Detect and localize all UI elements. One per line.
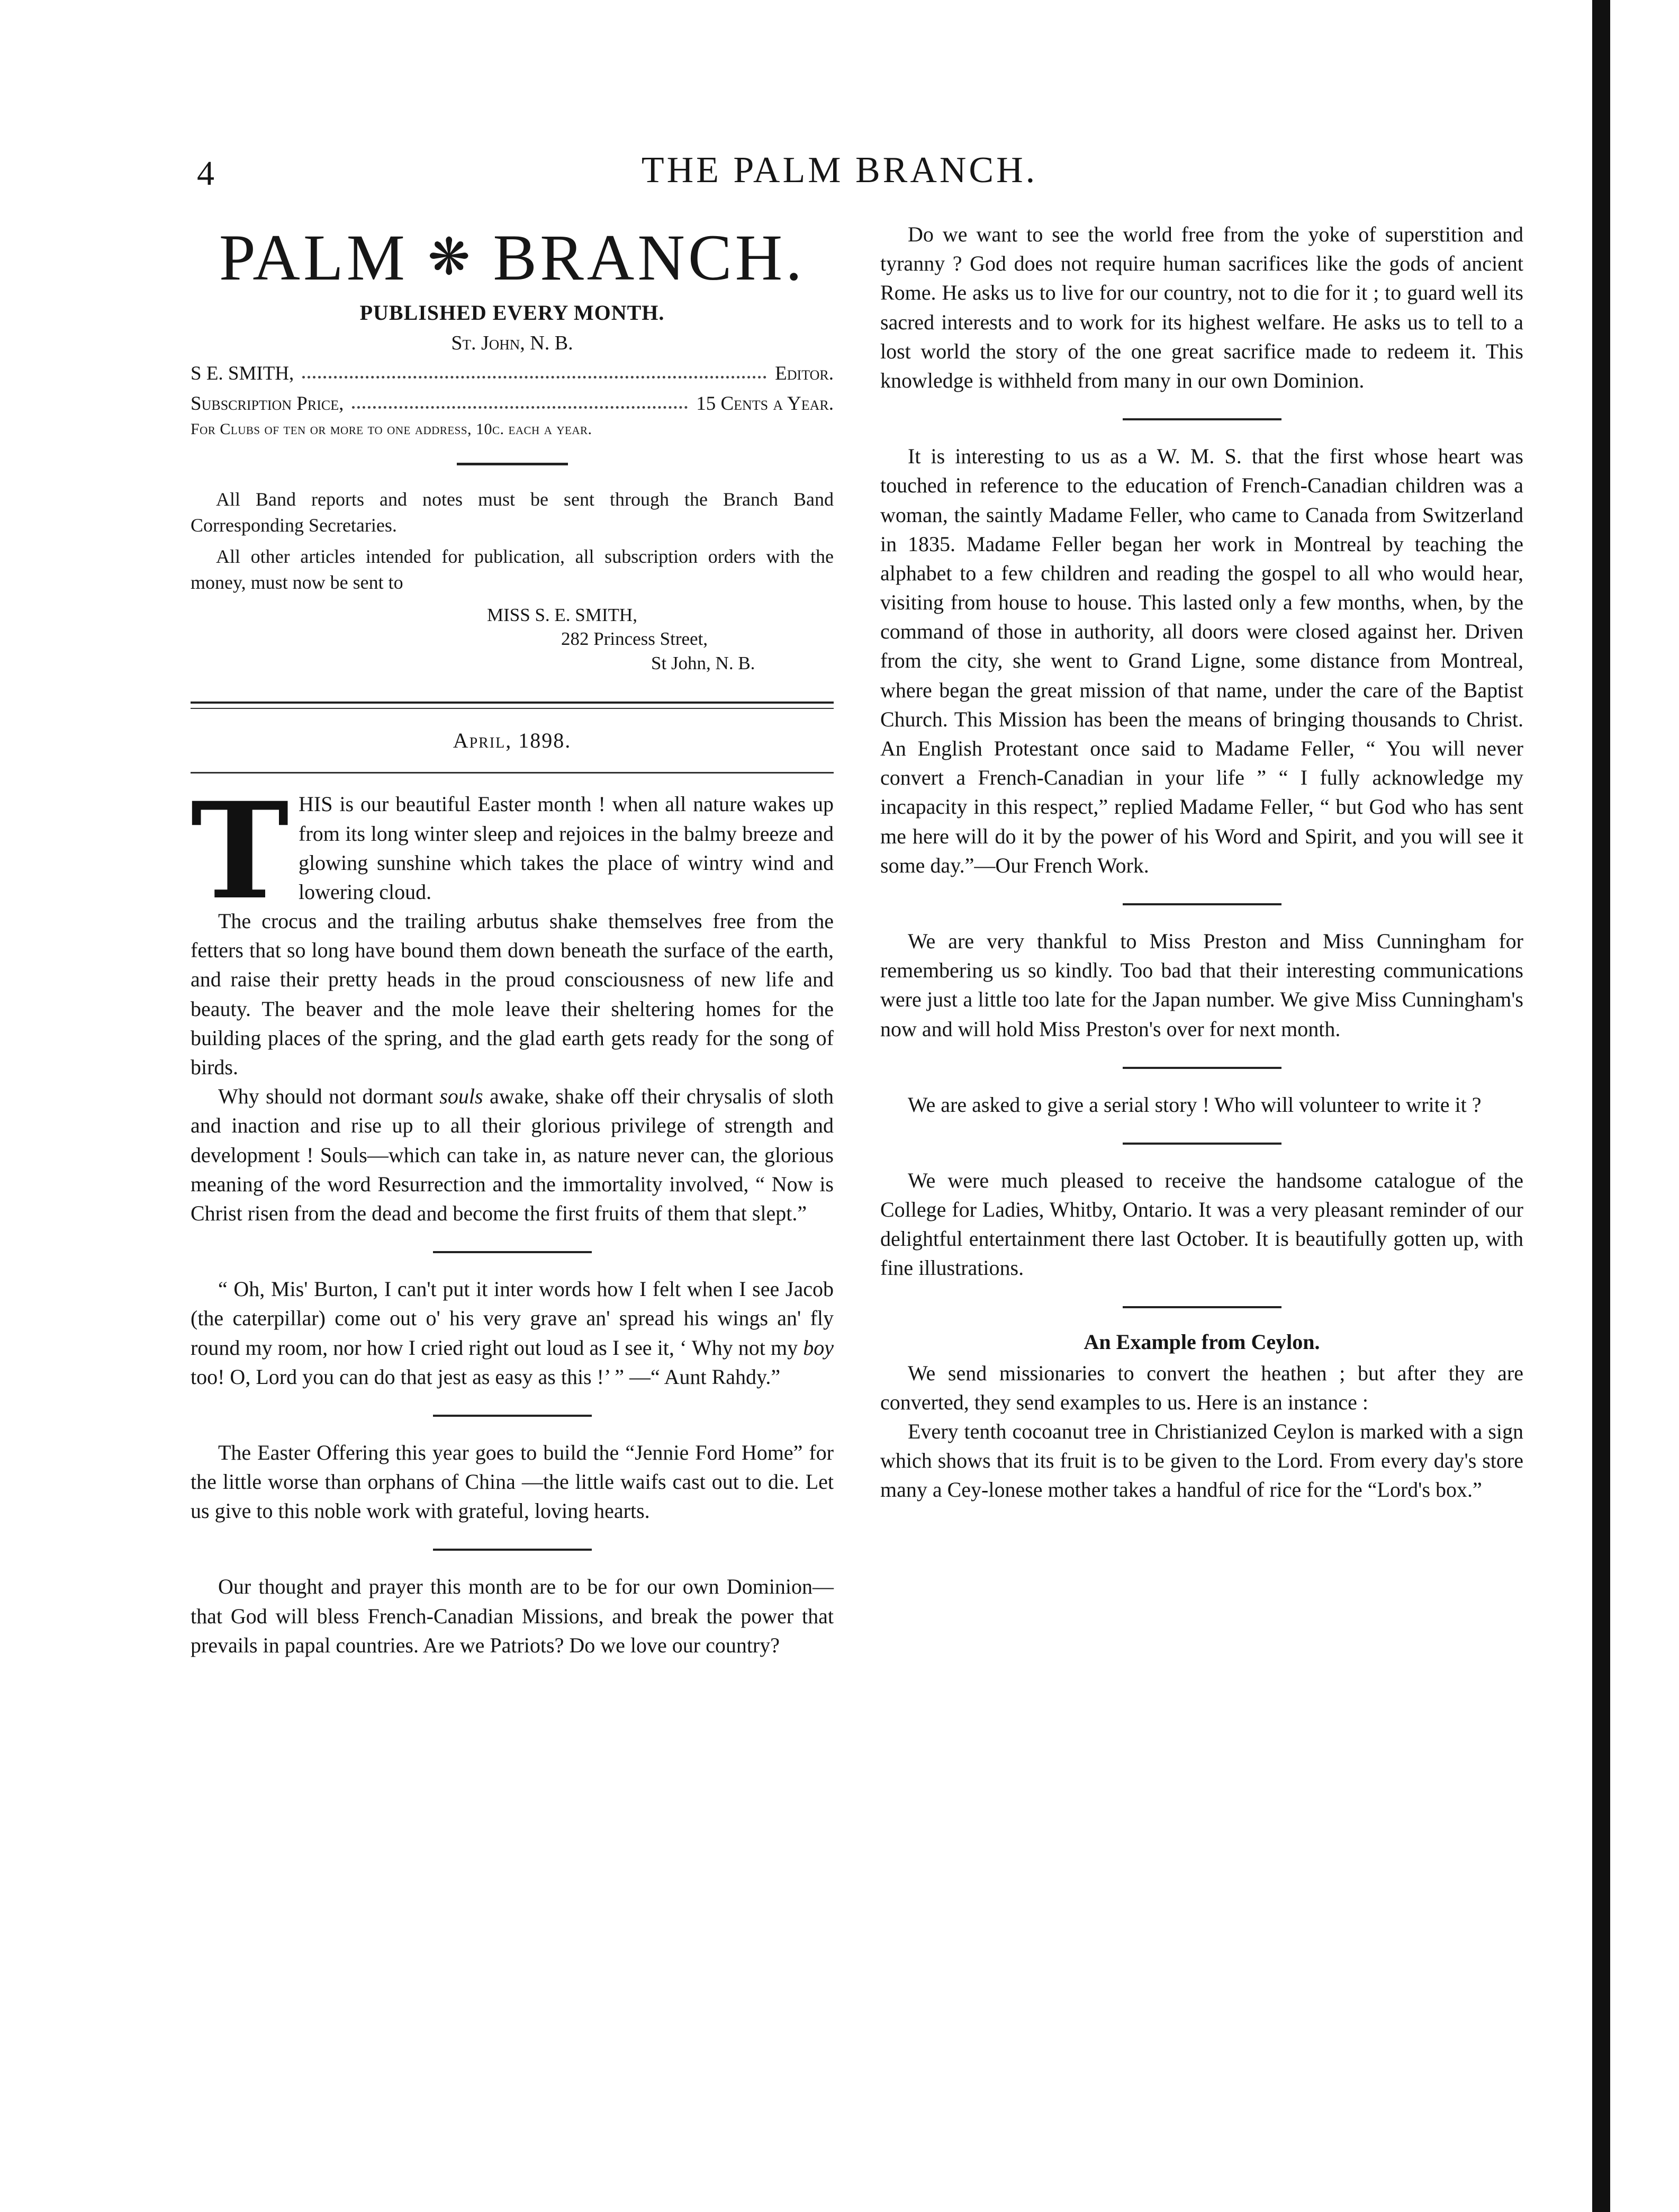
leader-dots: [302, 362, 766, 379]
published-line: PUBLISHED EVERY MONTH.: [359, 301, 665, 325]
notice-band-reports: All Band reports and notes must be sent through the Branch Band Corresponding Secretaries.: [191, 489, 834, 536]
easter-offering: [191, 1438, 834, 1526]
publication-place: St. John, N. B.: [451, 332, 573, 354]
section-divider: [1123, 1143, 1281, 1145]
serial-paragraph: We are asked to give a serial story ! Who will volunteer to write it ?: [908, 1092, 1482, 1117]
address-name: MISS S. E. SMITH,: [487, 604, 637, 625]
madame-feller-article: [880, 442, 1523, 880]
aunt-rahdy-quote: [191, 1274, 834, 1391]
running-title: THE PALM BRANCH.: [641, 150, 1038, 191]
right-column: [880, 220, 1523, 1505]
section-divider: [433, 1251, 592, 1253]
notice-articles: All other articles intended for publication, all subscription orders with the money, must now be sent to: [191, 545, 834, 593]
thanks-note: [880, 927, 1523, 1044]
feller-paragraph: It is interesting to us as a W. M. S. that the first whose heart was touched in reference to the education of French-Canadian children was a woman, the saintly Madame Feller, who came to Canada from Switzerland in 1835. Madame Feller began her work in Montreal by teaching the alphabet to a few children and reading the gospel to all who would hear, visiting from house to house. This lasted only a few months, when, by the command of those in authority, all doors were closed against her. Driven from the city, she went to Grand Ligne, some distance from Montreal, where began the great mission of that name, under the care of the Baptist Church. This Mission has been the means of bringing thousands to Christ. An English Protestant once said to Madame Feller, “ You will never convert a French-Canadian in your life ” “ I fully acknowledge my incapacity in this respect,” replied Madame Feller, “ but God who has sent me here will do it by the power of his Word and Spirit, and you will see it some day.”—Our French Work.: [880, 444, 1523, 877]
subscription-label: Subscription Price,: [191, 393, 344, 415]
catalogue-note: [880, 1166, 1523, 1283]
section-divider: [433, 1549, 592, 1551]
quote-emphasis: boy: [803, 1335, 834, 1360]
prayer-paragraph: Our thought and prayer this month are to be for our own Dominion—that God will bless French-Canadian Missions, and break the power that prevails in papal countries. Are we Patriots? Do we love our country?: [191, 1575, 834, 1657]
easter-p3-start: Why should not dormant: [218, 1084, 440, 1109]
section-divider: [1123, 1067, 1281, 1069]
quote-end: too! O, Lord you can do that jest as easy as this !’ ” —“ Aunt Rahdy.”: [191, 1364, 781, 1389]
ceylon-paragraph-2: Every tenth cocoanut tree in Christianized Ceylon is marked with a sign which shows that its fruit is to be given to the Lord. From every day's store many a Cey-lonese mother takes a handful of rice for the “Lord's box.”: [880, 1419, 1523, 1502]
masthead-title: [191, 221, 834, 294]
ornament-rule: [457, 463, 568, 465]
ceylon-title: An Example from Ceylon.: [1084, 1329, 1320, 1354]
quote-start: “ Oh, Mis' Burton, I can't put it inter words how I felt when I see Jacob (the caterpillar) come out o' his very grave an' spread his wings an' fly round my room, nor how I cried right out loud as I see it, ‘ Why not my: [191, 1277, 834, 1360]
masthead-title-left: PALM: [219, 221, 408, 294]
section-divider: [1123, 418, 1281, 420]
freedom-paragraph: Do we want to see the world free from the yoke of superstition and tyranny ? God does not require human sacrifices like the gods of ancient Rome. He asks us to live for our country, not to die for it ; to guard well its sacred interests and to work for its highest welfare. He asks us to tell to a lost world the story of the one great sacrifice made to redeem it. This knowledge is withheld from many in our own Dominion.: [880, 222, 1523, 392]
thanks-paragraph: We are very thankful to Miss Preston and Miss Cunningham for remembering us so kindly. Too bad that their interesting communications were just a little too late for the Japan number. We give Miss Cunningham's now and will hold Miss Preston's over for next month.: [880, 929, 1523, 1041]
easter-paragraph-1: HIS is our beautiful Easter month ! when all nature wakes up from its long winter sleep and rejoices in the balmy breeze and glowing sunshine which takes the place of wintry wind and lowering cloud.: [299, 792, 834, 904]
freedom-article: [880, 220, 1523, 395]
binding-edge: [1592, 0, 1610, 2212]
section-divider: [1123, 903, 1281, 905]
subscription-value: 15 Cents a Year.: [696, 393, 834, 415]
page-number: 4: [197, 154, 214, 193]
leader-dots: [352, 392, 688, 409]
easter-opening: [191, 789, 834, 906]
quote-paragraph: [191, 1274, 834, 1391]
ceylon-article: [880, 1329, 1523, 1505]
address-city: St John, N. B.: [651, 652, 755, 673]
subscription-line: [191, 392, 834, 415]
editor-name: S E. SMITH,: [191, 363, 294, 384]
double-rule: [191, 702, 834, 709]
offering-paragraph: The Easter Offering this year goes to build the “Jennie Ford Home” for the little worse than orphans of China —the little waifs cast out to die. Let us give to this noble work with grateful, loving hearts.: [191, 1440, 834, 1523]
clubs-line: For Clubs of ten or more to one address, 10c. each a year.: [191, 420, 592, 438]
left-column: [191, 220, 834, 1660]
serial-story-note: [880, 1090, 1523, 1119]
section-divider: [433, 1415, 592, 1417]
easter-paragraph-2: The crocus and the trailing arbutus shake themselves free from the fetters that so long have bound them down beneath the surface of the earth, and raise their pretty heads in the proud consciousness of new life and beauty. The beaver and the mole leave their sheltering homes for the building places of the spring, and the glad earth gets ready for the song of birds.: [191, 909, 834, 1079]
drop-cap: T: [191, 789, 290, 907]
address-street: 282 Princess Street,: [561, 628, 708, 650]
easter-p3-end: awake, shake off their chrysalis of sloth and inaction and rise up to all their glorious privilege of strength and development ! Souls—which can take in, as nature never can, the glorious meaning of the word Resurrection and the immortality involved, “ Now is Christ risen from the dead and become the first fruits of them that slept.”: [191, 1084, 834, 1225]
rule: [191, 772, 834, 774]
masthead-ornament: ❋: [427, 229, 474, 285]
easter-p3-emphasis: souls: [439, 1084, 483, 1109]
easter-article: [191, 789, 834, 1228]
ceylon-paragraph-1: We send missionaries to convert the heathen ; but after they are converted, they send examples to us. Here is an instance :: [880, 1361, 1523, 1414]
prayer-note: [191, 1572, 834, 1660]
catalogue-paragraph: We were much pleased to receive the handsome catalogue of the College for Ladies, Whitby, Ontario. It was a very pleasant reminder of our delightful entertainment there last October. It is beautifully gotten up, with fine illustrations.: [880, 1168, 1523, 1280]
editor-role: Editor.: [775, 363, 834, 384]
editor-line: [191, 362, 834, 385]
editor-address: [487, 603, 834, 676]
section-divider: [1123, 1306, 1281, 1308]
easter-paragraph-3: [191, 1082, 834, 1228]
issue-date: April, 1898.: [453, 729, 572, 753]
masthead-title-right: BRANCH.: [493, 221, 806, 294]
